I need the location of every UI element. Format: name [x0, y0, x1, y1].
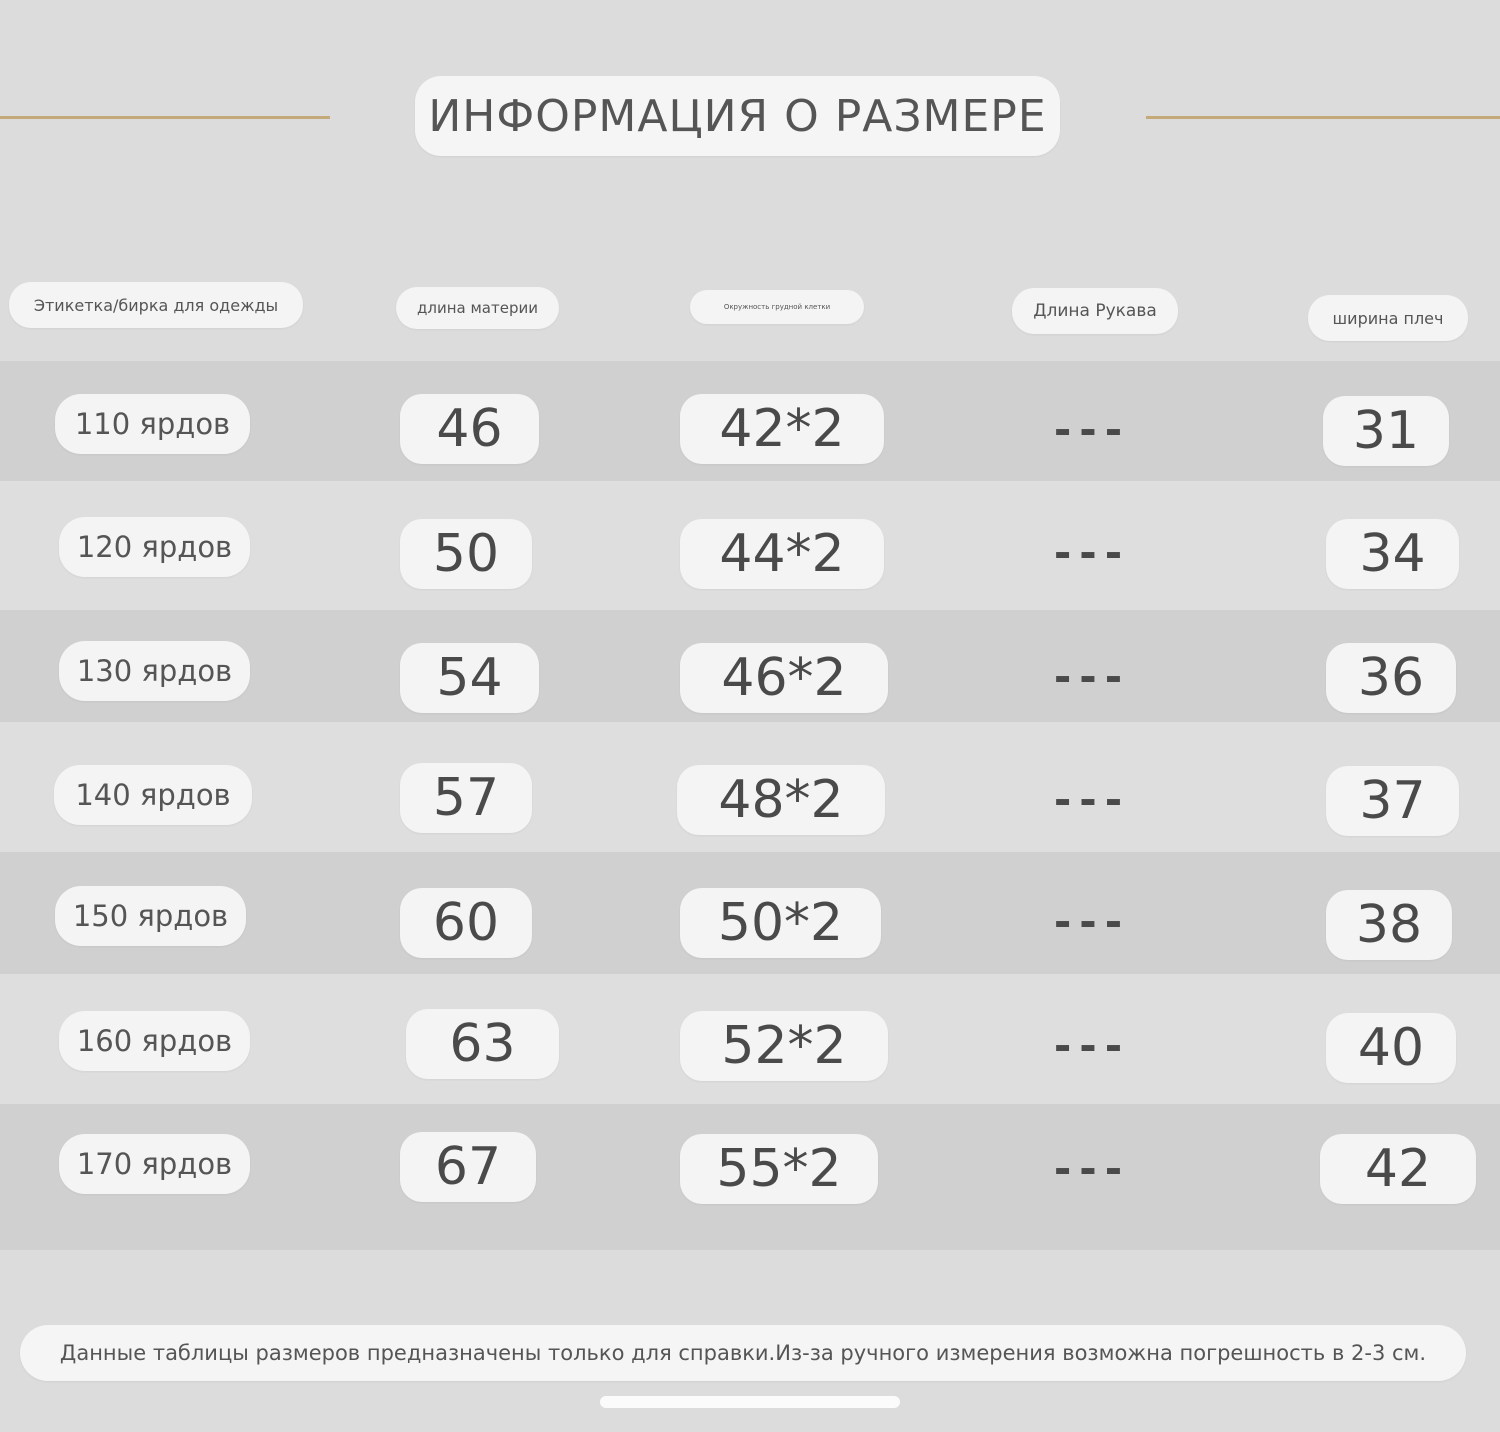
header-tag: Этикетка/бирка для одежды: [9, 282, 303, 328]
shoulder-value: 38: [1326, 890, 1452, 960]
shoulder-value: 34: [1326, 519, 1459, 589]
header-length: длина материи: [396, 287, 559, 329]
chest-value: 55*2: [680, 1134, 878, 1204]
chest-value: 46*2: [680, 643, 888, 713]
home-indicator[interactable]: [600, 1396, 900, 1408]
shoulder-value: 36: [1326, 643, 1456, 713]
chest-value: 42*2: [680, 394, 884, 464]
sleeve-value: ---: [1053, 652, 1131, 701]
disclaimer-note: Данные таблицы размеров предназначены только для справки.Из-за ручного измерения возможна погрешность в 2-3 см.: [20, 1325, 1466, 1381]
header-sleeve: Длина Рукава: [1012, 288, 1178, 334]
length-value: 63: [406, 1009, 559, 1079]
chest-value: 48*2: [677, 765, 885, 835]
size-tag: 120 ярдов: [59, 517, 250, 577]
sleeve-value: ---: [1053, 1021, 1131, 1070]
length-value: 67: [400, 1132, 536, 1202]
shoulder-value: 40: [1326, 1013, 1456, 1083]
shoulder-value: 37: [1326, 766, 1459, 836]
sleeve-value: ---: [1053, 1144, 1131, 1193]
chest-value: 52*2: [680, 1011, 888, 1081]
length-value: 57: [400, 763, 532, 833]
title-divider-left: [0, 116, 330, 119]
length-value: 50: [400, 519, 532, 589]
size-tag: 160 ярдов: [59, 1011, 250, 1071]
chest-value: 50*2: [680, 888, 881, 958]
sleeve-value: ---: [1053, 405, 1131, 454]
sleeve-value: ---: [1053, 897, 1131, 946]
length-value: 60: [400, 888, 532, 958]
size-tag: 110 ярдов: [55, 394, 250, 454]
sleeve-value: ---: [1053, 528, 1131, 577]
length-value: 46: [400, 394, 539, 464]
size-tag: 140 ярдов: [54, 765, 252, 825]
shoulder-value: 31: [1323, 396, 1449, 466]
page-title: ИНФОРМАЦИЯ О РАЗМЕРЕ: [415, 76, 1060, 156]
size-tag: 170 ярдов: [59, 1134, 250, 1194]
header-shoulder: ширина плеч: [1308, 295, 1468, 341]
chest-value: 44*2: [680, 519, 884, 589]
header-chest: Окружность грудной клетки: [690, 290, 864, 324]
size-tag: 130 ярдов: [59, 641, 250, 701]
length-value: 54: [400, 643, 539, 713]
size-tag: 150 ярдов: [55, 886, 246, 946]
title-divider-right: [1146, 116, 1500, 119]
sleeve-value: ---: [1053, 775, 1131, 824]
shoulder-value: 42: [1320, 1134, 1476, 1204]
